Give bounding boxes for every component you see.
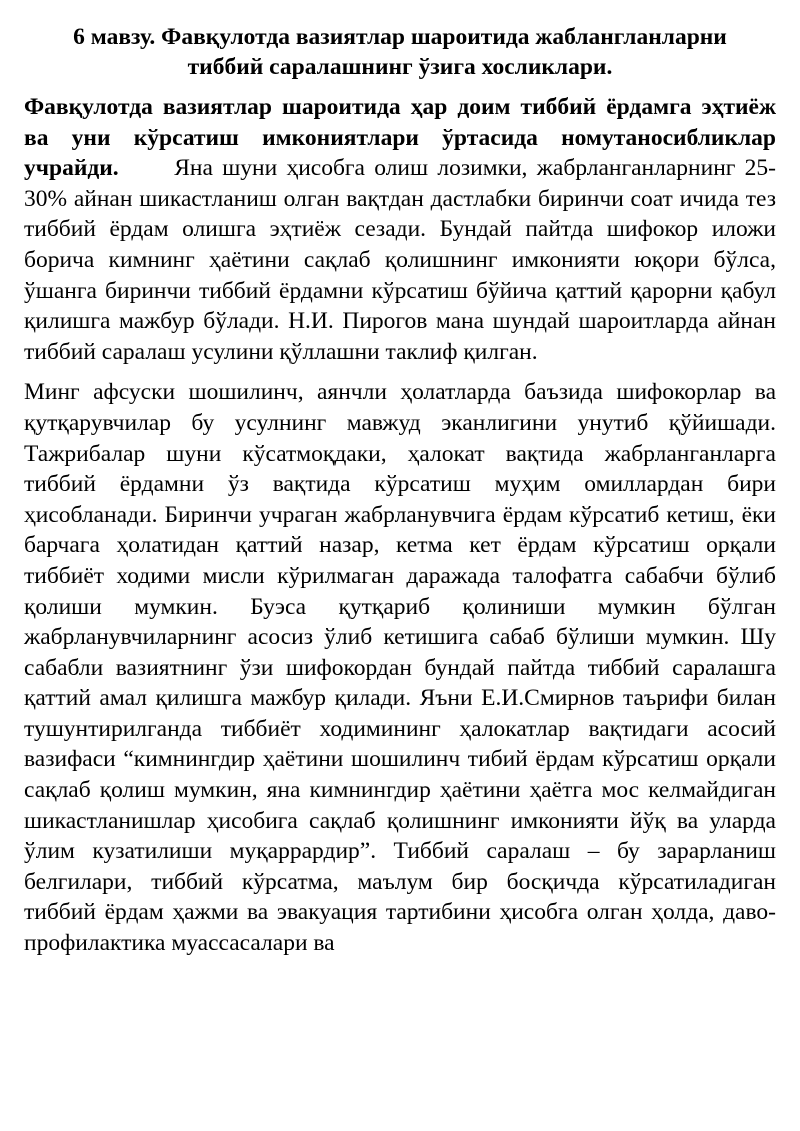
page-title xyxy=(24,22,776,82)
document-page xyxy=(24,22,776,969)
paragraph-1-bold-lead: Фавқулотда вазиятлар шароитида ҳар доим тиббий ёрдамга эҳтиёж ва уни кўрсатиш имкониятлари ўртасида номутаносибликлар учрайди. xyxy=(24,94,776,182)
paragraph-2-text: Минг афсуски шошилинч, аянчли ҳолатларда баъзида шифокорлар ва қутқарувчилар бу усулнинг мавжуд эканлигини унутиб қўйишади. Тажрибалар шуни кўсатмоқдаки, ҳалокат вақтида жабрланганларга тиббий ёрдамни ўз вақтида кўрсатиш муҳим омиллардан бири ҳисобланади. Биринчи учраган жабрланувчига ёрдам кўрсатиб кетиш, ёки барчага ҳолатидан қаттий назар, кетма кет ёрдам кўрсатиш орқали тиббиёт ходими мисли кўрилмаган даражада талофатга сабабчи бўлиб қолиши мумкин. Буэса қутқариб қолиниши мумкин бўлган жабрланувчиларнинг асосиз ўлиб кетишига сабаб бўлиши мумкин. Шу сабабли вазиятнинг ўзи шифокордан бундай пайтда тиббий саралашга қаттий амал қилишга мажбур қилади. Яъни Е.И.Смирнов таърифи билан тушунтирилганда тиббиёт ходимининг ҳалокатлар вақтидаги асосий вазифаси “кимнингдир ҳаётини шошилинч тибий ёрдам кўрсатиш орқали сақлаб қолиш мумкин, яна кимнингдир ҳаётини ҳаётга мос келмайдиган шикастланишлар ҳисобига сақлаб қолишнинг имконияти йўқ ва уларда ўлим кузатилиши муқаррардир”. Тиббий саралаш – бу зарарланиш белгилари, тиббий кўрсатма, маълум бир босқичда кўрсатиладиган тиббий ёрдам ҳажми ва эвакуация тартибини ҳисобга олган ҳолда, даво-профилактика муассасалари ва xyxy=(24,379,776,957)
paragraph-1 xyxy=(24,92,776,367)
paragraph-2 xyxy=(24,377,776,958)
title-line-1: 6 мавзу. Фавқулотда вазиятлар шароитида жаблангланларни xyxy=(73,24,727,50)
title-line-2: тиббий саралашнинг ўзига хосликлари. xyxy=(187,54,613,80)
paragraph-1-text: Яна шуни ҳисобга олиш лозимки, жабрланганларнинг 25-30% айнан шикастланиш олган вақтдан дастлабки биринчи соат ичида тез тиббий ёрдам олишга эҳтиёж сезади. Бундай пайтда шифокор иложи борича кимнинг ҳаётини сақлаб қолишнинг имконияти юқори бўлса, ўшанга биринчи тиббий ёрдамни кўрсатиш бўйича қаттий қарорни қабул қилишга мажбур бўлади. Н.И. Пирогов мана шундай шароитларда айнан тиббий саралаш усулини қўллашни таклиф қилган. xyxy=(24,155,776,365)
